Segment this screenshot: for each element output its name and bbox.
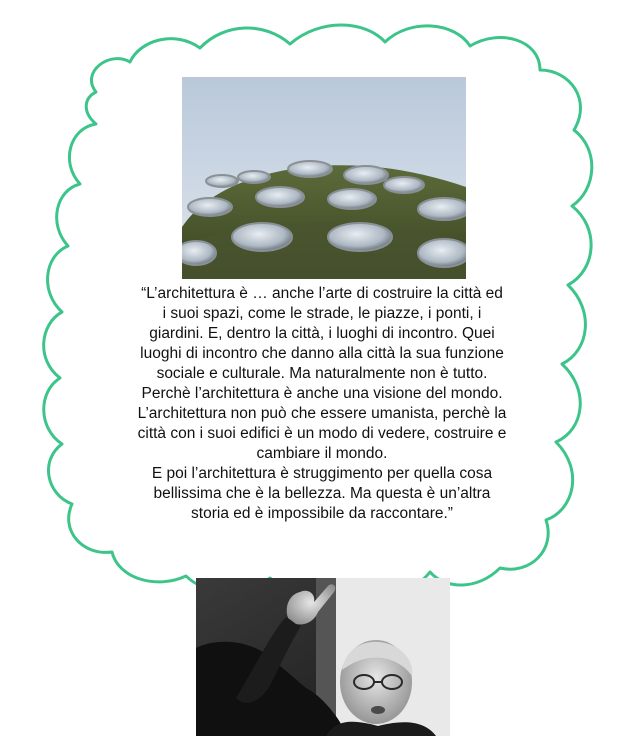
green-roof-photo [182,77,466,279]
architect-portrait-photo [196,578,450,736]
quote-line: bellissima che è la bellezza. Ma questa è un’altra [153,485,491,502]
quote-line: i suoi spazi, come le strade, le piazze, i ponti, i [162,305,482,322]
quote-line: giardini. E, dentro la città, i luoghi di incontro. Quei [149,325,495,342]
quote-line: L’architettura non può che essere umanista, perchè la [137,405,507,422]
quote-line: “L’architettura è … anche l’arte di costruire la città ed [141,285,503,302]
quote-line: cambiare il mondo. [256,445,388,462]
architecture-quote [80,284,564,524]
architect-pointing-image [196,578,450,736]
quote-line: città con i suoi edifici è un modo di vedere, costruire e [137,425,507,442]
quote-line: luoghi di incontro che danno alla città la sua funzione [140,345,504,362]
quote-line: E poi l’architettura è struggimento per quella cosa [151,465,493,482]
quote-line: storia ed è impossibile da raccontare.” [191,505,453,522]
green-roof-skylights-image [182,77,466,279]
quote-line: Perchè l’architettura è anche una visione del mondo. [141,385,503,402]
quote-line: sociale e culturale. Ma naturalmente non è tutto. [156,365,488,382]
